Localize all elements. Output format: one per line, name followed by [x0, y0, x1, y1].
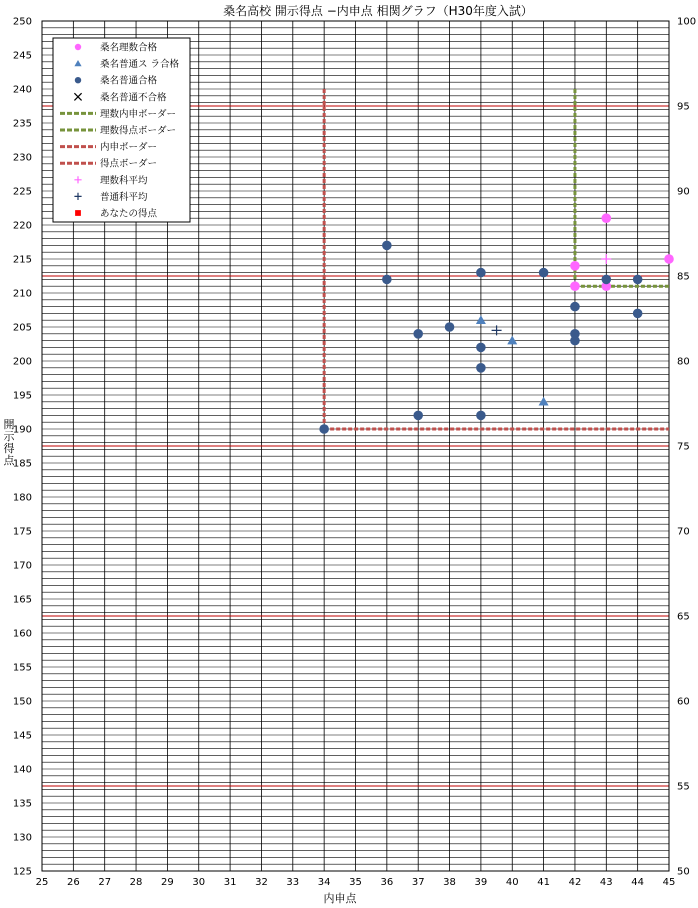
x-axis-label: 内申点: [323, 892, 357, 905]
x-tick-label: 38: [443, 877, 456, 888]
legend-label: 理数科平均: [100, 175, 148, 187]
y2-tick-label: 85: [677, 271, 690, 283]
x-tick-label: 29: [161, 877, 174, 888]
y-tick-label: 135: [12, 798, 32, 810]
data-point: [664, 254, 674, 264]
legend-label: 理数得点ボーダー: [100, 125, 177, 137]
x-tick-label: 45: [662, 877, 676, 888]
y2-tick-label: 80: [677, 356, 690, 368]
legend-symbol: [75, 77, 81, 83]
y-tick-label: 195: [12, 390, 32, 402]
data-point: [413, 329, 423, 339]
x-tick-label: 26: [66, 877, 80, 888]
x-tick-label: 28: [129, 877, 143, 888]
data-point: [507, 336, 517, 345]
y2-tick-label: 50: [677, 866, 690, 878]
x-tick-label: 32: [255, 877, 268, 888]
y-axis-label-char: 開: [3, 418, 15, 431]
y-axis-label: [4, 418, 16, 467]
y2-tick-label: 95: [677, 101, 690, 113]
y2-tick-label: 70: [677, 526, 690, 538]
y-axis-ticks: [13, 17, 32, 878]
x-tick-label: 30: [192, 877, 206, 888]
legend-label: 理数内申ボーダー: [100, 108, 177, 120]
data-point: [476, 315, 486, 324]
x-tick-label: 41: [537, 877, 550, 888]
y2-tick-label: 75: [677, 441, 690, 453]
legend-symbol: [75, 210, 81, 216]
data-point: [382, 275, 392, 285]
data-point: [476, 343, 486, 353]
y-tick-label: 210: [12, 288, 32, 300]
data-points: [319, 213, 673, 433]
x-tick-label: 33: [286, 877, 300, 888]
legend-label: 内申ボーダー: [100, 142, 158, 154]
y-tick-label: 220: [12, 220, 32, 232]
data-point: [601, 254, 611, 264]
y2-tick-label: 55: [677, 781, 690, 793]
y-axis-label-char: 得: [3, 442, 15, 455]
data-point: [445, 322, 455, 332]
data-point: [602, 213, 612, 223]
x-tick-label: 34: [317, 877, 331, 888]
y2-tick-label: 60: [677, 696, 690, 708]
legend-label: あなたの得点: [100, 208, 158, 220]
y-tick-label: 240: [12, 84, 32, 96]
x-tick-label: 36: [380, 877, 394, 888]
y2-tick-label: 100: [677, 16, 697, 28]
y-tick-label: 155: [12, 662, 32, 674]
y-tick-label: 165: [12, 594, 32, 606]
data-point: [476, 363, 486, 373]
x-tick-label: 25: [35, 877, 49, 888]
y-tick-label: 160: [12, 628, 32, 640]
x-tick-label: 27: [98, 877, 112, 888]
data-point: [476, 411, 486, 421]
y2-axis-ticks: [677, 17, 696, 878]
y-tick-label: 190: [12, 424, 32, 436]
x-tick-label: 31: [223, 877, 237, 888]
y-tick-label: 185: [12, 458, 32, 470]
y-tick-label: 205: [12, 322, 32, 334]
data-point: [602, 275, 612, 285]
y-tick-label: 175: [12, 526, 32, 538]
data-point: [570, 302, 580, 312]
y-tick-label: 245: [12, 50, 32, 62]
x-tick-label: 44: [631, 877, 645, 888]
y-tick-label: 230: [12, 152, 32, 164]
y-axis-label-char: 点: [3, 454, 15, 467]
y-tick-label: 125: [12, 866, 32, 878]
y-tick-label: 145: [12, 730, 32, 742]
chart-title: 桑名高校 開示得点 −内申点 相関グラフ（H30年度入試）: [223, 4, 533, 18]
y-tick-label: 215: [12, 254, 32, 266]
legend-symbol: [75, 44, 81, 50]
y-axis-label-char: 示: [3, 430, 15, 443]
y-tick-label: 235: [12, 118, 32, 130]
y-tick-label: 130: [12, 832, 32, 844]
x-tick-label: 35: [349, 877, 362, 888]
x-tick-label: 37: [411, 877, 425, 888]
x-tick-label: 39: [474, 877, 488, 888]
legend-label: 桑名理数合格: [100, 42, 158, 54]
y-tick-label: 225: [12, 186, 32, 198]
data-point: [570, 281, 580, 291]
y-tick-label: 140: [12, 764, 32, 776]
y-tick-label: 200: [12, 356, 32, 368]
y2-tick-label: 90: [677, 186, 690, 198]
legend-label: 桑名普通不合格: [100, 92, 167, 104]
data-point: [633, 309, 643, 319]
x-tick-label: 42: [568, 877, 582, 888]
data-point: [539, 268, 549, 278]
y-tick-label: 250: [12, 16, 32, 28]
y-tick-label: 170: [12, 560, 32, 572]
y-tick-label: 150: [12, 696, 32, 708]
x-axis-ticks: [36, 877, 676, 888]
data-point: [476, 268, 486, 278]
legend-label: 桑名普通ス ラ合格: [100, 59, 180, 71]
legend-label: 普通科平均: [100, 191, 148, 203]
data-point: [570, 261, 580, 271]
data-point: [570, 336, 580, 346]
y-tick-label: 180: [12, 492, 32, 504]
legend-label: 得点ボーダー: [100, 158, 158, 170]
data-point: [539, 397, 549, 406]
data-point: [319, 424, 329, 434]
legend: [53, 38, 190, 222]
data-point: [413, 411, 423, 421]
x-tick-label: 40: [505, 877, 519, 888]
data-point: [382, 241, 392, 251]
x-tick-label: 43: [599, 877, 613, 888]
data-point: [633, 275, 643, 285]
legend-label: 桑名普通合格: [100, 75, 158, 87]
y2-tick-label: 65: [677, 611, 690, 623]
